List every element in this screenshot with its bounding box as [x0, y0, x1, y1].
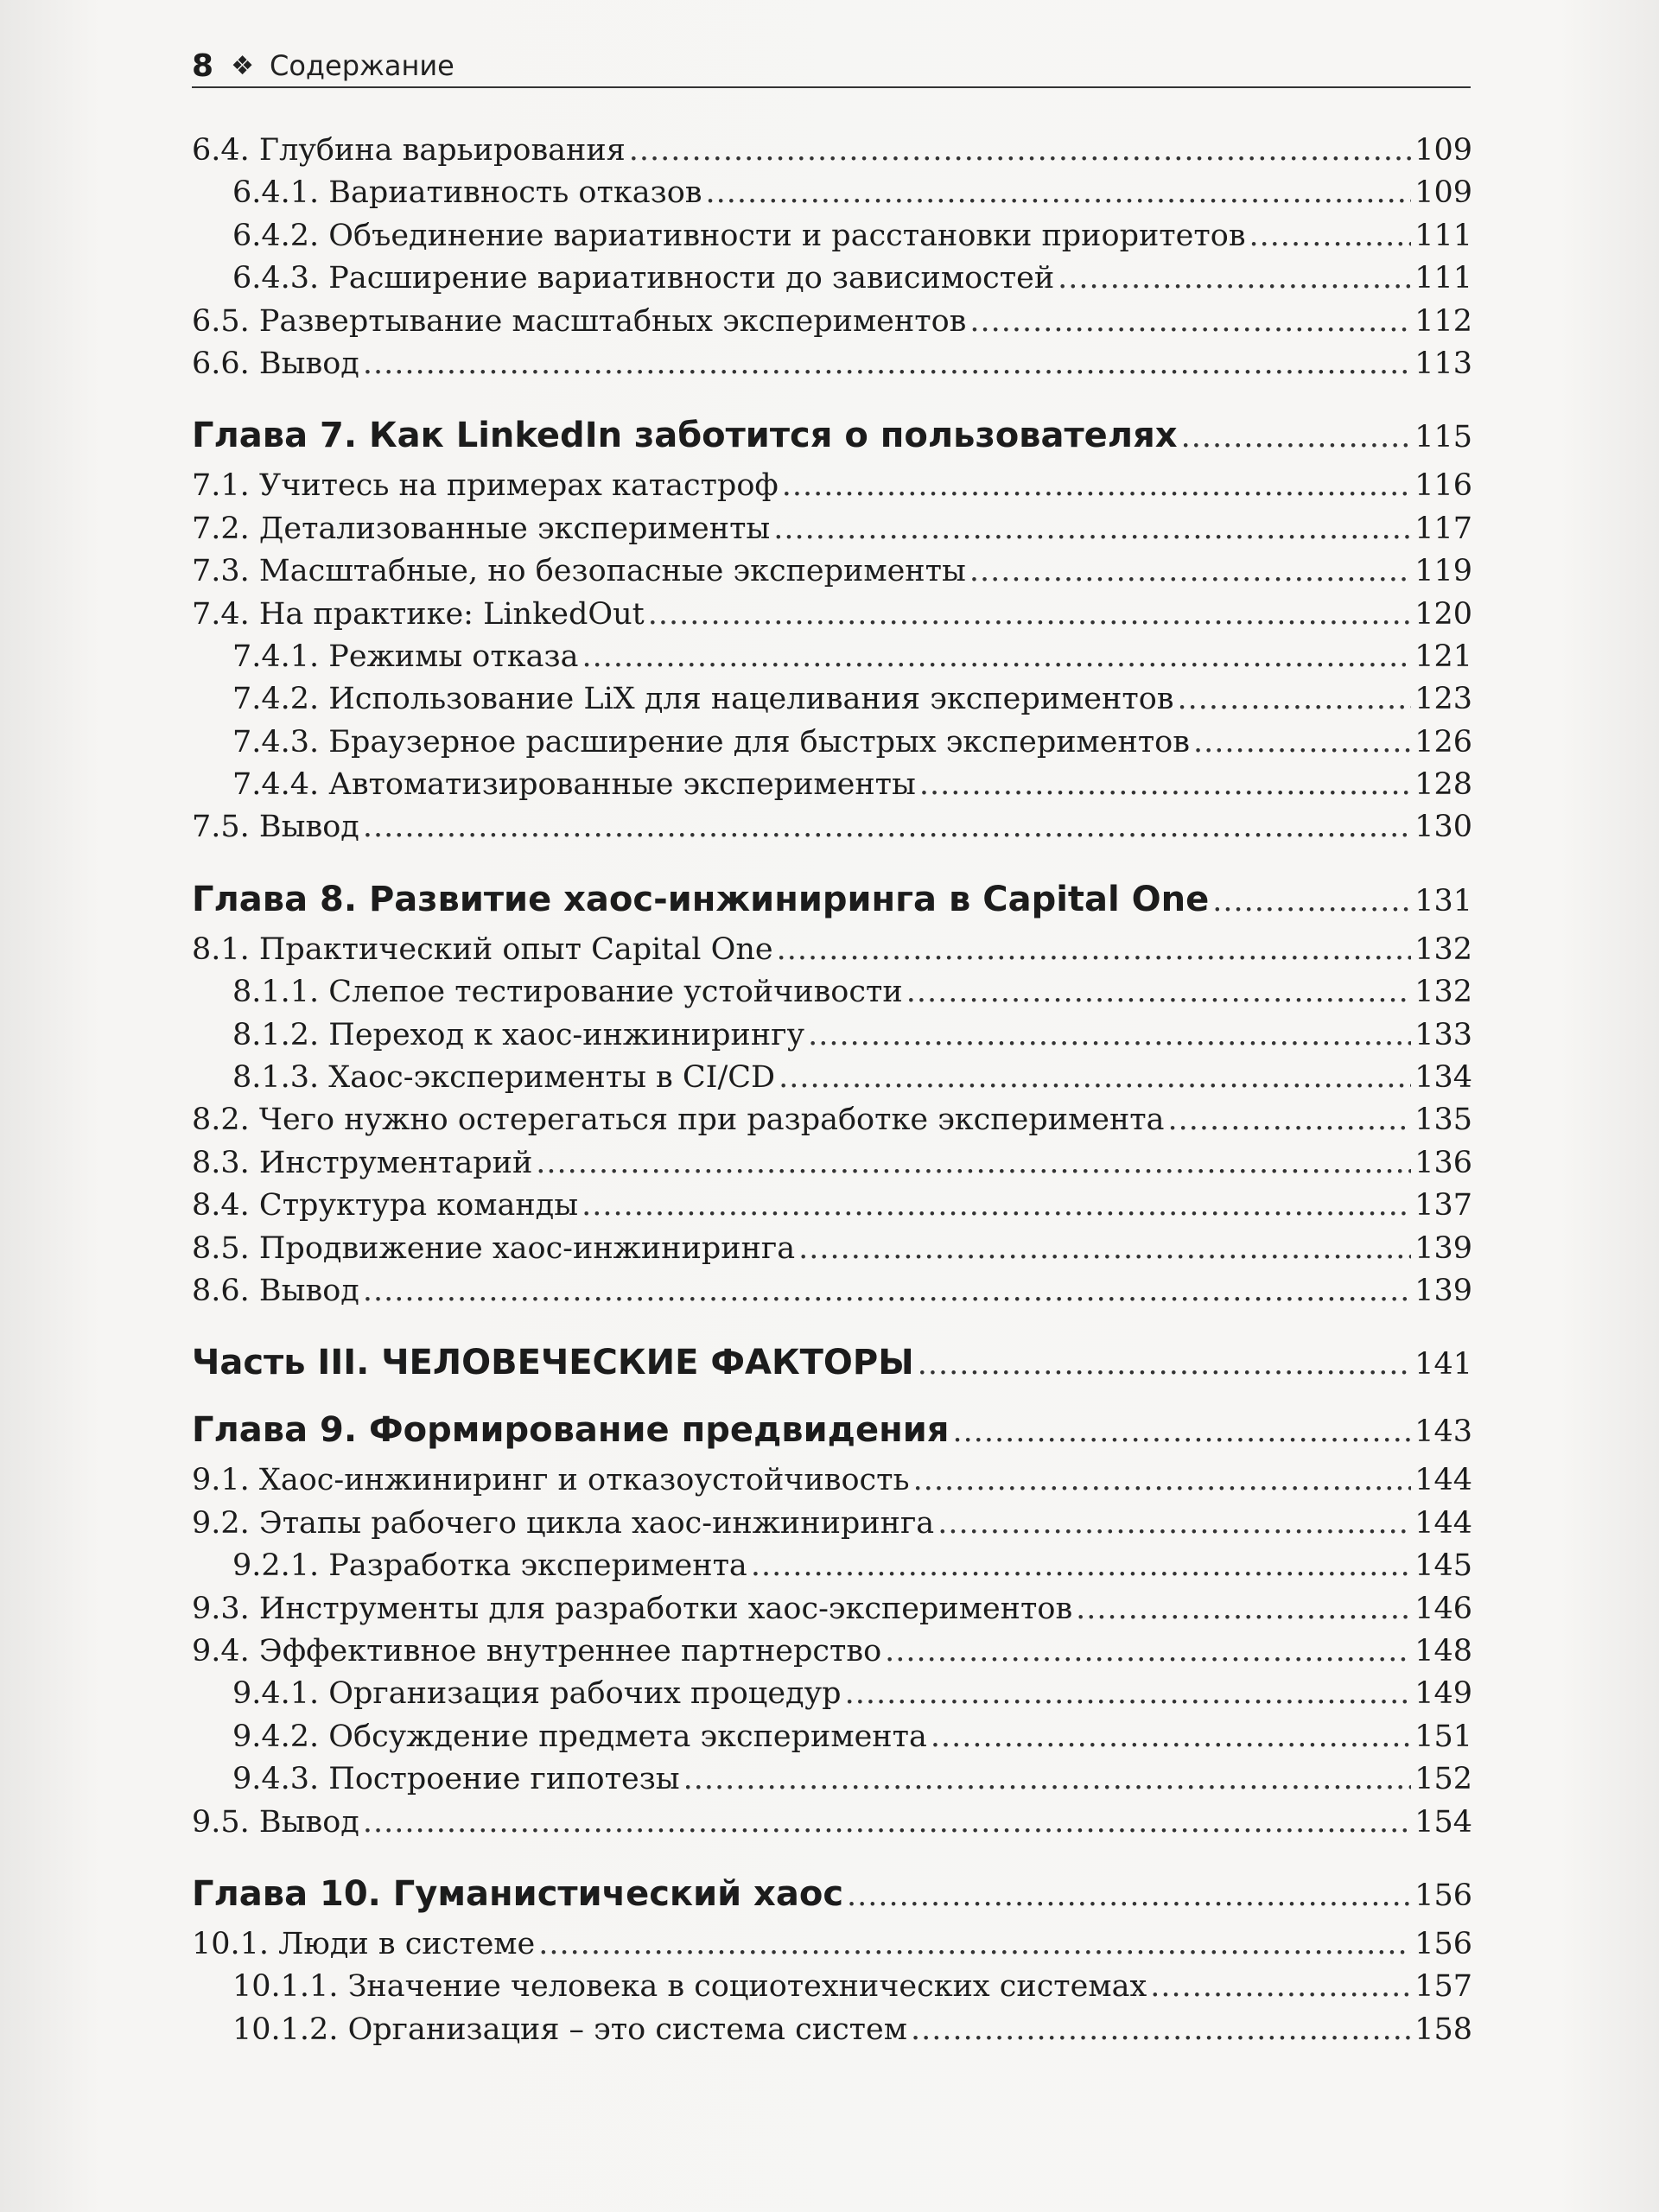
- toc-entry-page: 111: [1414, 261, 1472, 296]
- dot-leader: [911, 2009, 1411, 2051]
- toc-entry-page: 126: [1414, 724, 1472, 760]
- toc-entry-title: 7.4.4. Автоматизированные эксперименты: [232, 767, 916, 803]
- toc-entry: [192, 1802, 1472, 1844]
- toc-entry-title: 7.3. Масштабные, но безопасные эксперименты: [192, 554, 966, 589]
- toc-entry: [192, 465, 1472, 507]
- toc-entry: [192, 2009, 1472, 2051]
- toc-chapter-entry: [192, 1407, 1472, 1455]
- toc-entry: [192, 1270, 1472, 1313]
- toc-entry-title: 10.1.1. Значение человека в социотехнических системах: [232, 1969, 1147, 2005]
- toc-entry: [192, 1588, 1472, 1630]
- toc-entry-page: 144: [1414, 1505, 1472, 1541]
- toc-entry: [192, 257, 1472, 300]
- dot-leader: [969, 550, 1411, 593]
- toc-entry-page: 133: [1414, 1017, 1472, 1052]
- dot-leader: [798, 1228, 1411, 1270]
- toc-entry-page: 131: [1414, 883, 1472, 918]
- toc-entry-page: 151: [1414, 1719, 1472, 1754]
- dot-leader: [1168, 1099, 1412, 1141]
- toc-entry-title: 8.1. Практический опыт Capital One: [192, 931, 773, 967]
- toc-entry-title: Глава 8. Развитие хаос-инжиниринга в Capital One: [192, 879, 1210, 919]
- toc-entry-title: 8.6. Вывод: [192, 1273, 359, 1308]
- toc-entry: [192, 678, 1472, 721]
- dot-leader: [845, 1673, 1412, 1715]
- toc-entry-title: 8.3. Инструментарий: [192, 1145, 533, 1180]
- dot-leader: [363, 806, 1411, 849]
- toc-entry: [192, 1057, 1472, 1099]
- toc-entry: [192, 1185, 1472, 1227]
- dot-leader: [683, 1758, 1412, 1801]
- toc-entry: [192, 1142, 1472, 1185]
- dot-leader: [363, 1270, 1411, 1313]
- toc-entry-title: 7.4.1. Режимы отказа: [232, 639, 579, 674]
- toc-entry: [192, 806, 1472, 849]
- dot-leader: [582, 1185, 1411, 1227]
- toc-entry-page: 149: [1414, 1676, 1472, 1712]
- toc-entry-page: 158: [1414, 2012, 1472, 2047]
- toc-entry-page: 156: [1414, 1926, 1472, 1961]
- running-title: Содержание: [269, 49, 454, 82]
- toc-entry-page: 109: [1414, 133, 1472, 168]
- toc-entry-title: Часть III. ЧЕЛОВЕЧЕСКИЕ ФАКТОРЫ: [192, 1343, 914, 1383]
- toc-entry-title: 7.4.2. Использование LiX для нацеливания экспериментов: [232, 682, 1174, 717]
- toc-entry-page: 145: [1414, 1548, 1472, 1584]
- toc-entry-title: Глава 9. Формирование предвидения: [192, 1410, 950, 1451]
- dot-leader: [1177, 678, 1411, 721]
- toc-entry: [192, 1716, 1472, 1758]
- toc-entry-title: 8.1.1. Слепое тестирование устойчивости: [232, 975, 903, 1010]
- toc-entry-title: 10.1.2. Организация – это система систем: [232, 2012, 907, 2047]
- toc-entry-page: 137: [1414, 1188, 1472, 1224]
- toc-entry: [192, 343, 1472, 385]
- toc-entry-title: 9.5. Вывод: [192, 1804, 359, 1840]
- toc-entry: [192, 1503, 1472, 1545]
- toc-entry-page: 157: [1414, 1969, 1472, 2005]
- toc-entry: [192, 1673, 1472, 1715]
- toc-entry-page: 132: [1414, 975, 1472, 1010]
- toc-entry-title: 9.2.1. Разработка эксперимента: [232, 1548, 747, 1584]
- dot-leader: [582, 636, 1411, 678]
- toc-entry: [192, 594, 1472, 636]
- toc-entry: [192, 1630, 1472, 1673]
- toc-entry: [192, 929, 1472, 971]
- dot-leader: [969, 301, 1411, 343]
- dot-leader: [918, 1341, 1412, 1388]
- dot-leader: [1150, 1966, 1411, 2008]
- dot-leader: [363, 343, 1411, 385]
- toc-entry: [192, 1758, 1472, 1801]
- toc-entry-page: 144: [1414, 1463, 1472, 1498]
- toc-entry-title: 6.4. Глубина варьирования: [192, 133, 626, 168]
- toc-entry-page: 116: [1414, 468, 1472, 504]
- toc-entry-title: 8.5. Продвижение хаос-инжиниринга: [192, 1230, 796, 1266]
- toc-entry-page: 109: [1414, 175, 1472, 211]
- toc-entry: [192, 550, 1472, 593]
- toc-entry-title: 9.4.2. Обсуждение предмета эксперимента: [232, 1719, 927, 1754]
- toc-entry-title: 7.4.3. Браузерное расширение для быстрых экспериментов: [232, 724, 1190, 760]
- toc-entry-title: 6.5. Развертывание масштабных экспериментов: [192, 303, 967, 339]
- toc-chapter-entry: [192, 1339, 1472, 1388]
- dot-leader: [919, 764, 1411, 806]
- toc-entry-page: 139: [1414, 1273, 1472, 1308]
- toc-entry-page: 117: [1414, 511, 1472, 546]
- toc-entry-title: 9.1. Хаос-инжиниринг и отказоустойчивость: [192, 1463, 910, 1498]
- toc-entry: [192, 215, 1472, 257]
- dot-leader: [913, 1459, 1412, 1502]
- toc-entry-title: 7.5. Вывод: [192, 810, 359, 845]
- toc-entry-title: 8.1.3. Хаос-эксперименты в CI/CD: [232, 1060, 776, 1096]
- toc-entry-page: 135: [1414, 1103, 1472, 1138]
- toc-entry-title: 6.4.1. Вариативность отказов: [232, 175, 702, 211]
- toc-entry-title: 9.3. Инструменты для разработки хаос-экспериментов: [192, 1591, 1073, 1626]
- dot-leader: [931, 1716, 1411, 1758]
- toc-entry-page: 121: [1414, 639, 1472, 674]
- toc-entry: [192, 172, 1472, 214]
- toc-entry-page: 134: [1414, 1060, 1472, 1096]
- toc-entry-page: 154: [1414, 1804, 1472, 1840]
- dot-leader: [773, 508, 1411, 550]
- toc-entry: [192, 508, 1472, 550]
- toc-entry-page: 139: [1414, 1230, 1472, 1266]
- toc-entry-title: 9.2. Этапы рабочего цикла хаос-инжиниринга: [192, 1505, 935, 1541]
- dot-leader: [847, 1872, 1411, 1919]
- dot-leader: [777, 929, 1412, 971]
- toc-entry: [192, 1966, 1472, 2008]
- toc-entry-title: 8.2. Чего нужно остерегаться при разработке эксперимента: [192, 1103, 1165, 1138]
- toc-entry-title: Глава 7. Как LinkedIn заботится о пользователях: [192, 416, 1178, 456]
- toc-entry: [192, 1545, 1472, 1587]
- toc-entry: [192, 1228, 1472, 1270]
- toc-entry-title: 6.4.2. Объединение вариативности и расстановки приоритетов: [232, 218, 1246, 253]
- toc-entry-page: 156: [1414, 1878, 1472, 1913]
- table-of-contents: [192, 130, 1472, 2051]
- toc-entry: [192, 764, 1472, 806]
- toc-entry: [192, 1459, 1472, 1502]
- toc-entry-page: 152: [1414, 1762, 1472, 1797]
- dot-leader: [1181, 414, 1412, 461]
- toc-entry-page: 120: [1414, 596, 1472, 632]
- dot-leader: [629, 130, 1411, 172]
- toc-chapter-entry: [192, 412, 1472, 461]
- toc-entry-page: 132: [1414, 931, 1472, 967]
- toc-entry: [192, 636, 1472, 678]
- toc-entry-page: 146: [1414, 1591, 1472, 1626]
- dot-leader: [808, 1014, 1411, 1057]
- dot-leader: [1058, 257, 1411, 300]
- toc-entry-title: 7.2. Детализованные эксперименты: [192, 511, 771, 546]
- dot-leader: [952, 1408, 1411, 1455]
- toc-entry-title: 8.4. Структура команды: [192, 1188, 579, 1224]
- toc-entry: [192, 1923, 1472, 1966]
- toc-entry: [192, 721, 1472, 764]
- toc-entry-title: 9.4.1. Организация рабочих процедур: [232, 1676, 842, 1712]
- dot-leader: [363, 1802, 1411, 1844]
- toc-entry-page: 111: [1414, 218, 1472, 253]
- dot-leader: [536, 1142, 1411, 1185]
- toc-entry-page: 123: [1414, 682, 1472, 717]
- dot-leader: [1193, 721, 1411, 764]
- dot-leader: [885, 1630, 1411, 1673]
- toc-entry-title: 9.4.3. Построение гипотезы: [232, 1762, 680, 1797]
- toc-entry-title: 7.4. На практике: LinkedOut: [192, 596, 645, 632]
- toc-entry: [192, 1014, 1472, 1057]
- toc-entry: [192, 301, 1472, 343]
- toc-chapter-entry: [192, 876, 1472, 925]
- dot-leader: [648, 594, 1411, 636]
- dot-leader: [705, 172, 1411, 214]
- toc-entry-page: 119: [1414, 554, 1472, 589]
- four-diamond-ornament-icon: ❖: [231, 50, 254, 81]
- toc-entry-title: 8.1.2. Переход к хаос-инжинирингу: [232, 1017, 805, 1052]
- toc-entry-page: 112: [1414, 303, 1472, 339]
- toc-entry-title: 6.6. Вывод: [192, 346, 359, 381]
- dot-leader: [538, 1923, 1411, 1966]
- toc-entry-page: 113: [1414, 346, 1472, 381]
- page-number: 8: [192, 48, 214, 84]
- toc-entry: [192, 130, 1472, 172]
- toc-entry-page: 128: [1414, 767, 1472, 803]
- toc-entry-page: 148: [1414, 1633, 1472, 1669]
- dot-leader: [1249, 215, 1412, 257]
- dot-leader: [779, 1057, 1411, 1099]
- toc-entry-page: 130: [1414, 810, 1472, 845]
- toc-chapter-entry: [192, 1871, 1472, 1919]
- toc-entry: [192, 971, 1472, 1014]
- dot-leader: [751, 1545, 1411, 1587]
- toc-entry-page: 141: [1414, 1347, 1472, 1382]
- toc-entry-title: 10.1. Люди в системе: [192, 1926, 536, 1961]
- toc-entry-title: 6.4.3. Расширение вариативности до зависимостей: [232, 261, 1055, 296]
- toc-entry-title: Глава 10. Гуманистический хаос: [192, 1873, 844, 1914]
- toc-entry-page: 136: [1414, 1145, 1472, 1180]
- dot-leader: [1212, 878, 1411, 925]
- dot-leader: [906, 971, 1412, 1014]
- toc-entry-page: 115: [1414, 420, 1472, 455]
- toc-entry: [192, 1099, 1472, 1141]
- running-header: [192, 45, 1471, 88]
- dot-leader: [938, 1503, 1411, 1545]
- dot-leader: [1076, 1588, 1411, 1630]
- toc-entry-page: 143: [1414, 1414, 1472, 1450]
- dot-leader: [782, 465, 1411, 507]
- toc-entry-title: 9.4. Эффективное внутреннее партнерство: [192, 1633, 882, 1669]
- toc-entry-title: 7.1. Учитесь на примерах катастроф: [192, 468, 779, 504]
